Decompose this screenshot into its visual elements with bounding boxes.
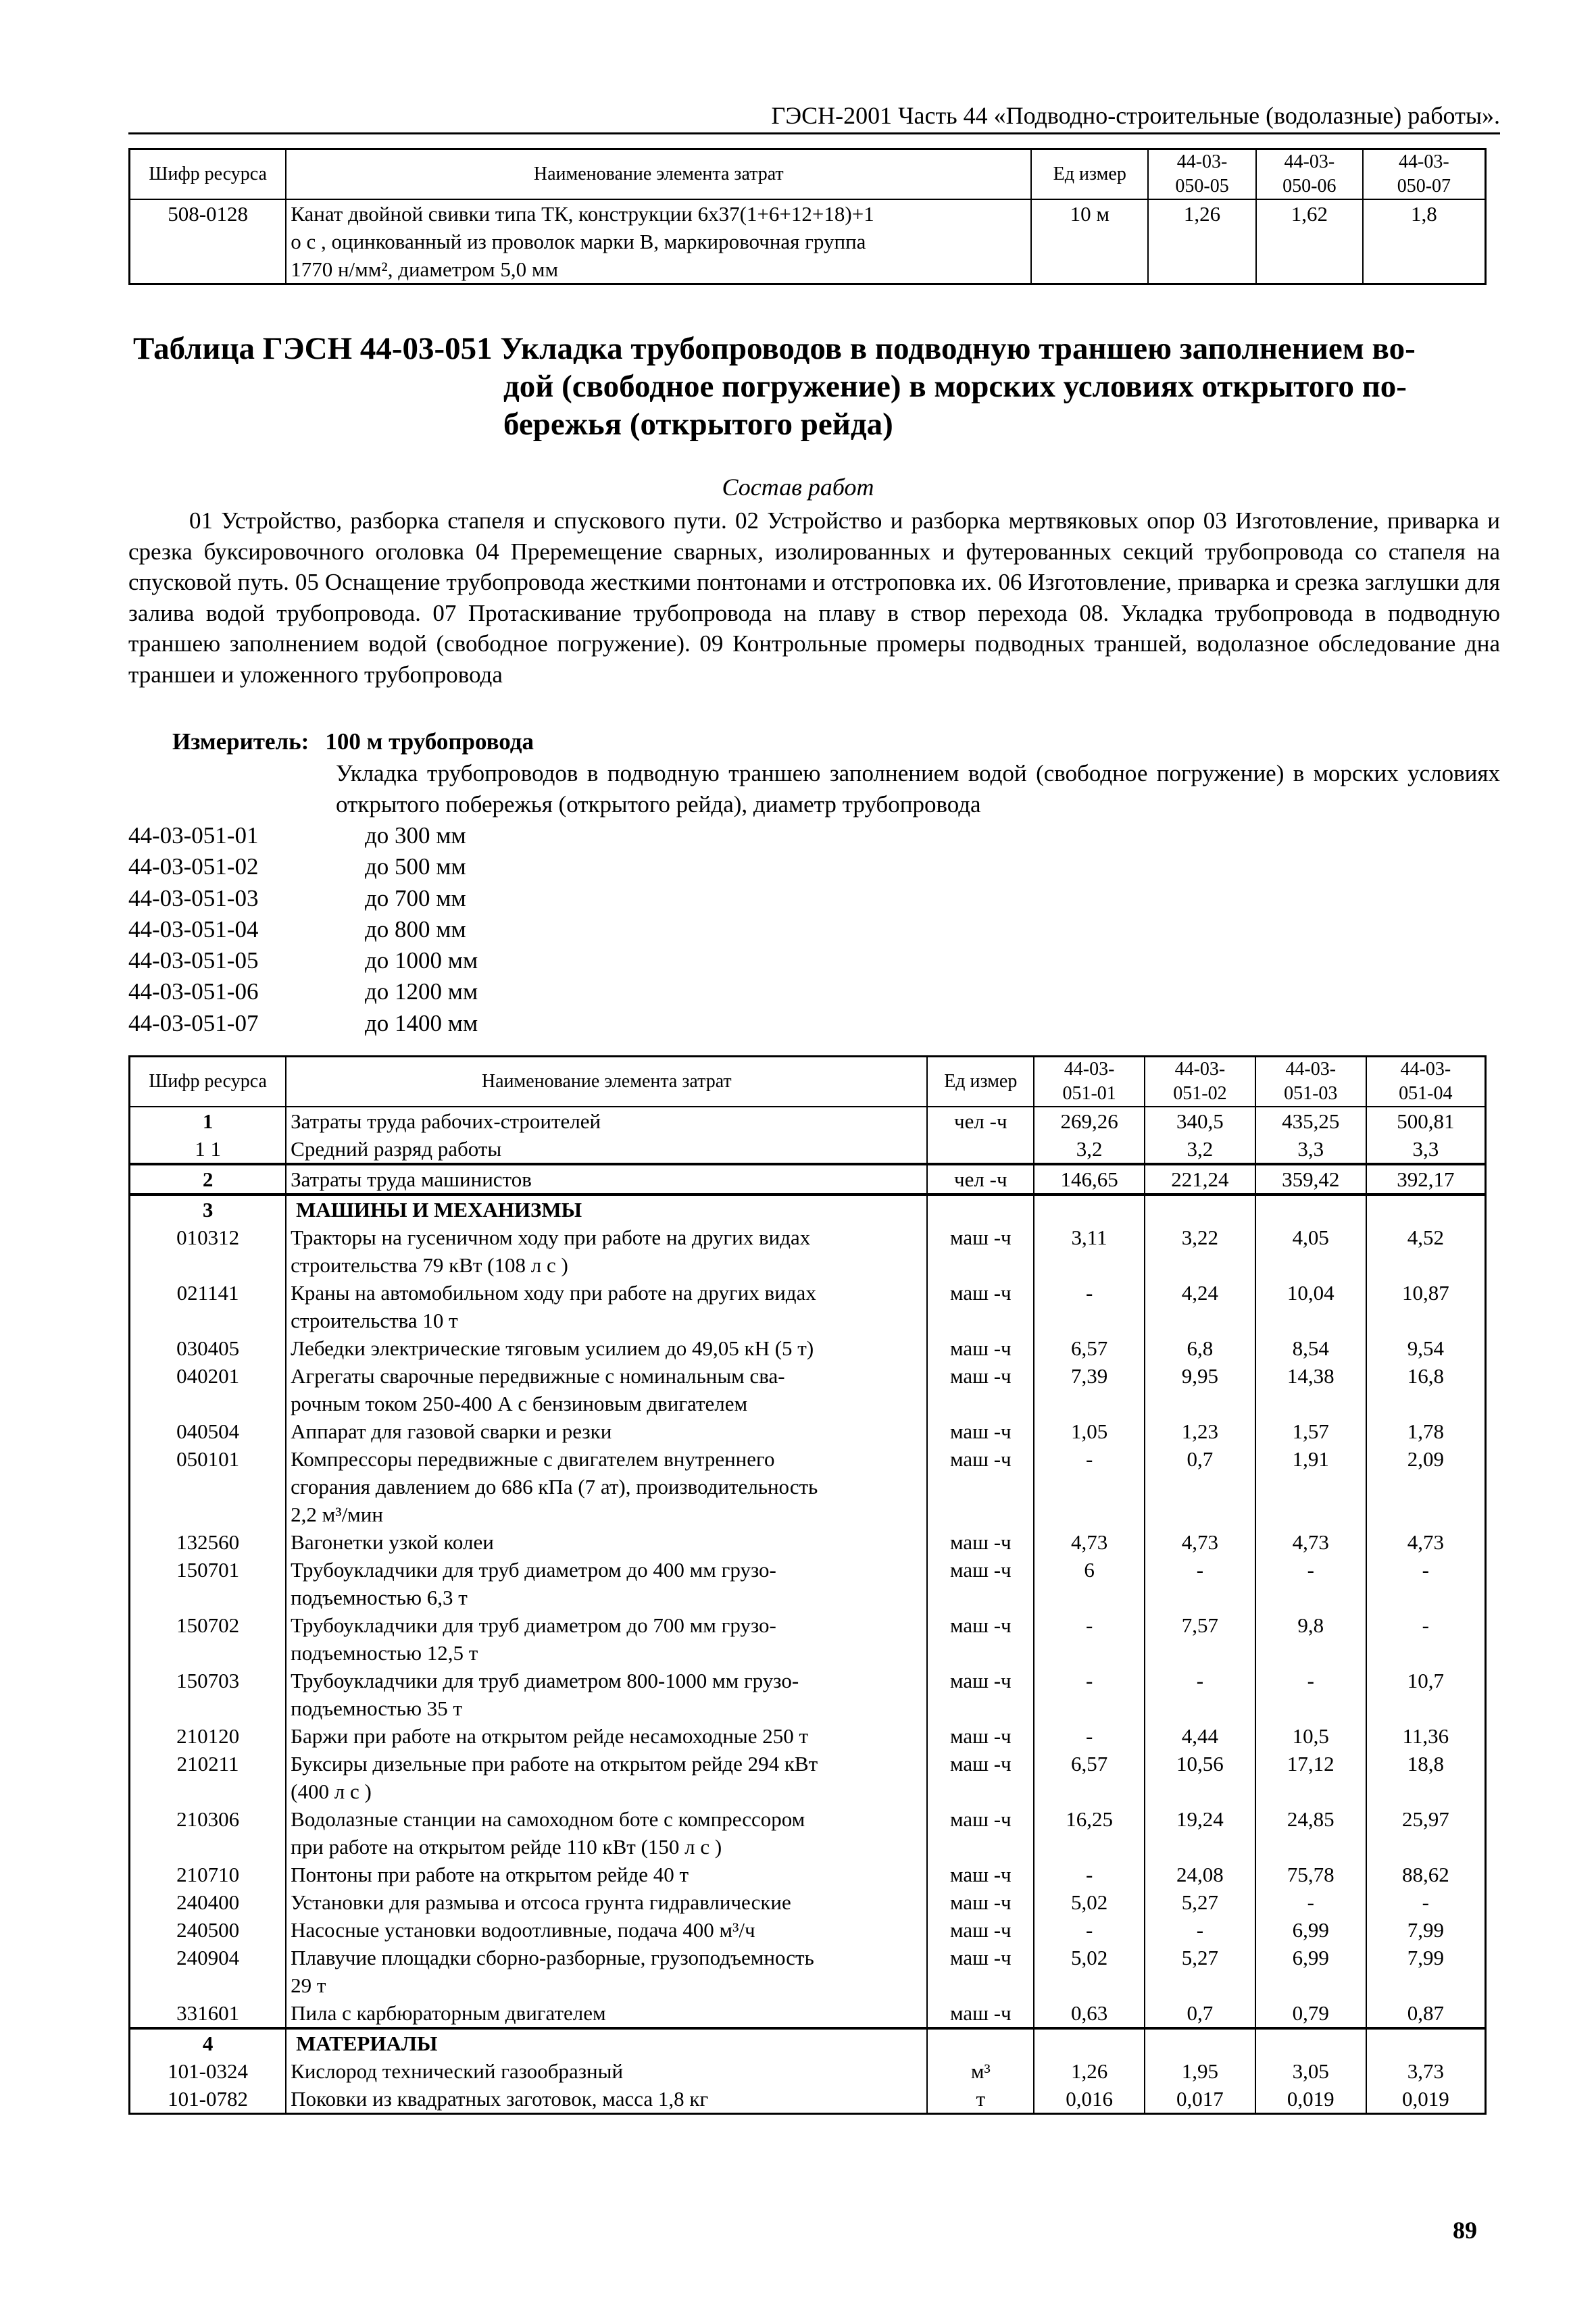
value-cell: 19,24 (1145, 1805, 1255, 1861)
resource-name: Средний разряд работы (286, 1135, 927, 1164)
resource-code: 210710 (130, 1861, 286, 1888)
unit: маш -ч (927, 1888, 1034, 1916)
unit: маш -ч (927, 1611, 1034, 1667)
resource-name: МАШИНЫ И МЕХАНИЗМЫ (286, 1194, 927, 1224)
value-cell: 10,7 (1366, 1667, 1486, 1722)
value-cell: 7,39 (1034, 1362, 1145, 1417)
value-cell: 4,73 (1255, 1528, 1366, 1556)
meter-value: 100 м трубопровода (325, 728, 534, 755)
work-description: Укладка трубопроводов в подводную траншею заполнением водой (свободное погружение) в морских условиях открытого побережья (открытого рейда), диаметр трубопровода (336, 760, 1500, 818)
value-cell: 0,7 (1145, 1999, 1255, 2028)
value-cell: 3,11 (1034, 1224, 1145, 1279)
value-cell: 3,2 (1034, 1135, 1145, 1164)
section-row (130, 2028, 1486, 2057)
table-row (130, 1135, 1486, 1164)
value-cell (1255, 2028, 1366, 2057)
value-cell: 359,42 (1255, 1164, 1366, 1194)
value-cell: 221,24 (1145, 1164, 1255, 1194)
resource-name: Буксиры дизельные при работе на открытом рейде 294 кВт (400 л с ) (286, 1750, 927, 1805)
unit: чел -ч (927, 1164, 1034, 1194)
resource-name: Установки для размыва и отсоса грунта гидравлические (286, 1888, 927, 1916)
code-item (128, 820, 478, 851)
unit: маш -ч (927, 1362, 1034, 1417)
value-cell: 435,25 (1255, 1107, 1366, 1135)
value-cell: 6,57 (1034, 1750, 1145, 1805)
code-item (128, 914, 478, 945)
value-cell: 4,24 (1145, 1279, 1255, 1334)
unit: маш -ч (927, 1279, 1034, 1334)
unit: маш -ч (927, 1556, 1034, 1611)
value-cell: 146,65 (1034, 1164, 1145, 1194)
column-header: 44-03- 050-05 (1148, 149, 1256, 200)
table-row (130, 1861, 1486, 1888)
resource-code: 150703 (130, 1667, 286, 1722)
resource-code: 210120 (130, 1722, 286, 1750)
column-header: 44-03- 051-04 (1366, 1057, 1486, 1107)
value-cell: 9,54 (1366, 1334, 1486, 1362)
unit: маш -ч (927, 1334, 1034, 1362)
code-description: до 300 мм (365, 822, 466, 849)
resource-name: Агрегаты сварочные передвижные с номинальным сва- рочным током 250-400 А с бензиновым двигателем (286, 1362, 927, 1417)
code-number: 44-03-051-04 (128, 915, 259, 942)
resource-name: Затраты труда машинистов (286, 1164, 927, 1194)
header-row (130, 149, 1486, 200)
value-cell: 4,44 (1145, 1722, 1255, 1750)
value-cell: - (1366, 1611, 1486, 1667)
value-cell: 7,99 (1366, 1944, 1486, 1999)
value-cell: 4,05 (1255, 1224, 1366, 1279)
value-cell: 9,8 (1255, 1611, 1366, 1667)
value-cell: 4,52 (1366, 1224, 1486, 1279)
title-line-3: бережья (открытого рейда) (503, 407, 893, 442)
resource-code: 508-0128 (130, 199, 286, 284)
value-cell: - (1255, 1556, 1366, 1611)
unit: маш -ч (927, 1445, 1034, 1528)
value-cell: 0,87 (1366, 1999, 1486, 2028)
resource-code: 101-0324 (130, 2057, 286, 2085)
table-row (130, 1667, 1486, 1722)
value-cell: 1,05 (1034, 1417, 1145, 1445)
value-cell: 2,09 (1366, 1445, 1486, 1528)
value-cell: - (1034, 1861, 1145, 1888)
value-cell: 3,73 (1366, 2057, 1486, 2085)
value-cell: - (1145, 1667, 1255, 1722)
resource-name: Пила с карбюраторным двигателем (286, 1999, 927, 2028)
value-cell: - (1034, 1279, 1145, 1334)
value-cell: 6,57 (1034, 1334, 1145, 1362)
value-cell: 7,99 (1366, 1916, 1486, 1944)
table-row (130, 1279, 1486, 1334)
code-item (128, 883, 478, 914)
value-cell: 1,26 (1034, 2057, 1145, 2085)
resource-name: МАТЕРИАЛЫ (286, 2028, 927, 2057)
value-cell: 18,8 (1366, 1750, 1486, 1805)
unit: маш -ч (927, 1667, 1034, 1722)
table-row (130, 1722, 1486, 1750)
unit: маш -ч (927, 1944, 1034, 1999)
composition-heading: Состав работ (722, 474, 874, 501)
resource-code: 040504 (130, 1417, 286, 1445)
value-cell: 5,02 (1034, 1888, 1145, 1916)
resource-code: 1 1 (130, 1135, 286, 1164)
code-number: 44-03-051-07 (128, 1009, 259, 1036)
value-cell: 4,73 (1034, 1528, 1145, 1556)
value-cell: 0,016 (1034, 2085, 1145, 2114)
column-header: Наименование элемента затрат (286, 149, 1031, 200)
resource-code: 210211 (130, 1750, 286, 1805)
value-cell: 16,25 (1034, 1805, 1145, 1861)
resource-name: Водолазные станции на самоходном боте с компрессором при работе на открытом рейде 110 кВт (150 л с ) (286, 1805, 927, 1861)
resource-code: 150701 (130, 1556, 286, 1611)
table-row (130, 1999, 1486, 2028)
unit: маш -ч (927, 1224, 1034, 1279)
table-row (130, 199, 1486, 284)
resource-name: Канат двойной свивки типа ТК, конструкции 6х37(1+6+12+18)+1 о с , оцинкованный из проволок марки В, маркировочная группа 1770 н/мм², диаметром 5,0 мм (286, 199, 1031, 284)
resource-name: Аппарат для газовой сварки и резки (286, 1417, 927, 1445)
value-cell: 6,99 (1255, 1916, 1366, 1944)
value-cell: - (1255, 1667, 1366, 1722)
code-description: до 700 мм (365, 884, 466, 911)
resource-code: 040201 (130, 1362, 286, 1417)
resource-code: 210306 (130, 1805, 286, 1861)
table-row (130, 1445, 1486, 1528)
value-cell: 16,8 (1366, 1362, 1486, 1417)
code-description: до 800 мм (365, 915, 466, 942)
resource-code: 2 (130, 1164, 286, 1194)
resource-name: Краны на автомобильном ходу при работе на других видах строительства 10 т (286, 1279, 927, 1334)
value-cell: 10,04 (1255, 1279, 1366, 1334)
unit: маш -ч (927, 1999, 1034, 2028)
value-cell: - (1034, 1667, 1145, 1722)
resource-code: 3 (130, 1194, 286, 1224)
unit: т (927, 2085, 1034, 2114)
resource-name: Затраты труда рабочих-строителей (286, 1107, 927, 1135)
value-cell: 10,5 (1255, 1722, 1366, 1750)
resource-code: 132560 (130, 1528, 286, 1556)
value-cell (1255, 1194, 1366, 1224)
value-cell: 0,79 (1255, 1999, 1366, 2028)
resource-name: Баржи при работе на открытом рейде несамоходные 250 т (286, 1722, 927, 1750)
column-header: Ед измер (927, 1057, 1034, 1107)
value-cell: 6,8 (1145, 1334, 1255, 1362)
value-cell: 5,27 (1145, 1944, 1255, 1999)
value-cell: 3,3 (1366, 1135, 1486, 1164)
column-header: Наименование элемента затрат (286, 1057, 927, 1107)
unit: маш -ч (927, 1528, 1034, 1556)
value-cell (1145, 1194, 1255, 1224)
column-header: 44-03- 051-02 (1145, 1057, 1255, 1107)
code-description: до 1200 мм (365, 978, 478, 1005)
resource-name: Компрессоры передвижные с двигателем внутреннего сгорания давлением до 686 кПа (7 ат), производительность 2,2 м³/мин (286, 1445, 927, 1528)
column-header: Шифр ресурса (130, 149, 286, 200)
value-cell: 3,22 (1145, 1224, 1255, 1279)
column-header: 44-03- 051-03 (1255, 1057, 1366, 1107)
column-header: Ед измер (1031, 149, 1148, 200)
unit (927, 1135, 1034, 1164)
value-cell: - (1366, 1888, 1486, 1916)
unit: 10 м (1031, 199, 1148, 284)
value-cell: 14,38 (1255, 1362, 1366, 1417)
table-row (130, 1805, 1486, 1861)
resource-name: Трубоукладчики для труб диаметром до 400 мм грузо- подъемностью 6,3 т (286, 1556, 927, 1611)
value-cell: 340,5 (1145, 1107, 1255, 1135)
value-cell: 3,05 (1255, 2057, 1366, 2085)
code-item (128, 1008, 478, 1039)
unit (927, 2028, 1034, 2057)
value-cell: 6 (1034, 1556, 1145, 1611)
value-cell: - (1034, 1916, 1145, 1944)
table-row (130, 1916, 1486, 1944)
composition-text: 01 Устройство, разборка стапеля и спускового пути. 02 Устройство и разборка мертвяковых опор 03 Изготовление, приварка и срезка буксировочного оголовка 04 Преремещение сварных, изолированных и футерованных секций трубопровода со стапеля на спусковой путь. 05 Оснащение трубопровода жесткими понтонами и отстроповка их. 06 Изготовление, приварка и срезка заглушки для залива водой трубопровода. 07 Протаскивание трубопровода на плаву в створ перехода 08. Укладка трубопровода в подводную траншею заполнением водой (свободное погружение). 09 Контрольные промеры подводных траншей, водолазное обследование дна траншеи и уложенного трубопровода (128, 507, 1500, 688)
value-cell: 4,73 (1366, 1528, 1486, 1556)
table-row (130, 1750, 1486, 1805)
value-cell: - (1034, 1722, 1145, 1750)
resource-code: 240500 (130, 1916, 286, 1944)
code-description: до 1400 мм (365, 1009, 478, 1036)
column-header: 44-03- 051-01 (1034, 1057, 1145, 1107)
value-cell: 88,62 (1366, 1861, 1486, 1888)
resource-code: 240904 (130, 1944, 286, 1999)
value-cell: 0,017 (1145, 2085, 1255, 2114)
value-cell: - (1034, 1611, 1145, 1667)
resource-name: Вагонетки узкой колеи (286, 1528, 927, 1556)
value-cell (1366, 1194, 1486, 1224)
value-cell (1034, 1194, 1145, 1224)
meter (172, 728, 550, 755)
table-row (130, 1417, 1486, 1445)
resource-code: 150702 (130, 1611, 286, 1667)
value-cell: 500,81 (1366, 1107, 1486, 1135)
value-cell (1366, 2028, 1486, 2057)
code-number: 44-03-051-01 (128, 822, 259, 849)
meter-label: Измеритель: (172, 728, 309, 755)
value-cell: 1,62 (1256, 199, 1363, 284)
value-cell: 3,3 (1255, 1135, 1366, 1164)
table-row (130, 1611, 1486, 1667)
resource-code: 101-0782 (130, 2085, 286, 2114)
page-number: 89 (1453, 2217, 1477, 2244)
table-row (130, 2085, 1486, 2114)
value-cell: - (1145, 1916, 1255, 1944)
value-cell: 17,12 (1255, 1750, 1366, 1805)
value-cell: - (1034, 1445, 1145, 1528)
code-list (128, 820, 478, 1039)
value-cell: - (1366, 1556, 1486, 1611)
resource-name: Кислород технический газообразный (286, 2057, 927, 2085)
value-cell: 4,73 (1145, 1528, 1255, 1556)
resource-name: Лебедки электрические тяговым усилием до 49,05 кН (5 т) (286, 1334, 927, 1362)
value-cell: 1,26 (1148, 199, 1256, 284)
unit: чел -ч (927, 1107, 1034, 1135)
column-header: 44-03- 050-06 (1256, 149, 1363, 200)
resource-name: Плавучие площадки сборно-разборные, грузоподъемность 29 т (286, 1944, 927, 1999)
value-cell: 392,17 (1366, 1164, 1486, 1194)
value-cell: 3,2 (1145, 1135, 1255, 1164)
value-cell: 5,27 (1145, 1888, 1255, 1916)
value-cell: 25,97 (1366, 1805, 1486, 1861)
resource-code: 021141 (130, 1279, 286, 1334)
resource-name: Понтоны при работе на открытом рейде 40 т (286, 1861, 927, 1888)
value-cell: 0,019 (1255, 2085, 1366, 2114)
code-number: 44-03-051-05 (128, 947, 259, 974)
code-item (128, 851, 478, 882)
title-line-2: дой (свободное погружение) в морских условиях открытого по- (503, 369, 1407, 404)
resource-code: 050101 (130, 1445, 286, 1528)
resource-code: 030405 (130, 1334, 286, 1362)
value-cell: 8,54 (1255, 1334, 1366, 1362)
code-item (128, 945, 478, 976)
unit: маш -ч (927, 1805, 1034, 1861)
title-line-1: Таблица ГЭСН 44-03-051 Укладка трубопроводов в подводную траншею заполнением во- (133, 331, 1416, 366)
resource-name: Трубоукладчики для труб диаметром 800-1000 мм грузо- подъемностью 35 т (286, 1667, 927, 1722)
section-row (130, 1194, 1486, 1224)
value-cell: 7,57 (1145, 1611, 1255, 1667)
unit: маш -ч (927, 1722, 1034, 1750)
unit (927, 1194, 1034, 1224)
value-cell: 24,85 (1255, 1805, 1366, 1861)
value-cell: - (1145, 1556, 1255, 1611)
value-cell: 10,87 (1366, 1279, 1486, 1334)
value-cell: 0,7 (1145, 1445, 1255, 1528)
code-description: до 500 мм (365, 853, 466, 880)
resource-name: Насосные установки водоотливные, подача 400 м³/ч (286, 1916, 927, 1944)
value-cell: 0,019 (1366, 2085, 1486, 2114)
resource-code: 010312 (130, 1224, 286, 1279)
value-cell (1034, 2028, 1145, 2057)
value-cell: 5,02 (1034, 1944, 1145, 1999)
value-cell: 1,57 (1255, 1417, 1366, 1445)
value-cell: 11,36 (1366, 1722, 1486, 1750)
code-description: до 1000 мм (365, 947, 478, 974)
running-header: ГЭСН-2001 Часть 44 «Подводно-строительные (водолазные) работы». (771, 102, 1500, 129)
main-resource-table (128, 1055, 1487, 2115)
value-cell: 1,8 (1363, 199, 1486, 284)
value-cell: 24,08 (1145, 1861, 1255, 1888)
value-cell: 1,23 (1145, 1417, 1255, 1445)
value-cell: 269,26 (1034, 1107, 1145, 1135)
column-header: Шифр ресурса (130, 1057, 286, 1107)
value-cell: 10,56 (1145, 1750, 1255, 1805)
resource-name: Тракторы на гусеничном ходу при работе на других видах строительства 79 кВт (108 л с ) (286, 1224, 927, 1279)
header-row (130, 1057, 1486, 1107)
code-number: 44-03-051-06 (128, 978, 259, 1005)
resource-name: Поковки из квадратных заготовок, масса 1,8 кг (286, 2085, 927, 2114)
code-number: 44-03-051-03 (128, 884, 259, 911)
code-number: 44-03-051-02 (128, 853, 259, 880)
value-cell: 6,99 (1255, 1944, 1366, 1999)
resource-code: 331601 (130, 1999, 286, 2028)
table-row (130, 1556, 1486, 1611)
value-cell: 0,63 (1034, 1999, 1145, 2028)
resource-name: Трубоукладчики для труб диаметром до 700 мм грузо- подъемностью 12,5 т (286, 1611, 927, 1667)
table-row (130, 1224, 1486, 1279)
code-item (128, 976, 478, 1007)
table-row (130, 1164, 1486, 1194)
top-resource-table (128, 148, 1487, 285)
value-cell: 1,78 (1366, 1417, 1486, 1445)
table-row (130, 1528, 1486, 1556)
value-cell: 75,78 (1255, 1861, 1366, 1888)
value-cell (1145, 2028, 1255, 2057)
unit: маш -ч (927, 1750, 1034, 1805)
resource-code: 240400 (130, 1888, 286, 1916)
table-row (130, 1362, 1486, 1417)
header-rule (128, 132, 1500, 134)
unit: маш -ч (927, 1417, 1034, 1445)
table-title (133, 330, 1491, 443)
table-row (130, 1944, 1486, 1999)
table-row (130, 1334, 1486, 1362)
resource-code: 4 (130, 2028, 286, 2057)
column-header: 44-03- 050-07 (1363, 149, 1486, 200)
table-row (130, 1107, 1486, 1135)
table-row (130, 1888, 1486, 1916)
table-row (130, 2057, 1486, 2085)
unit: м³ (927, 2057, 1034, 2085)
value-cell: 9,95 (1145, 1362, 1255, 1417)
value-cell: 1,95 (1145, 2057, 1255, 2085)
value-cell: - (1255, 1888, 1366, 1916)
resource-code: 1 (130, 1107, 286, 1135)
value-cell: 1,91 (1255, 1445, 1366, 1528)
unit: маш -ч (927, 1916, 1034, 1944)
unit: маш -ч (927, 1861, 1034, 1888)
